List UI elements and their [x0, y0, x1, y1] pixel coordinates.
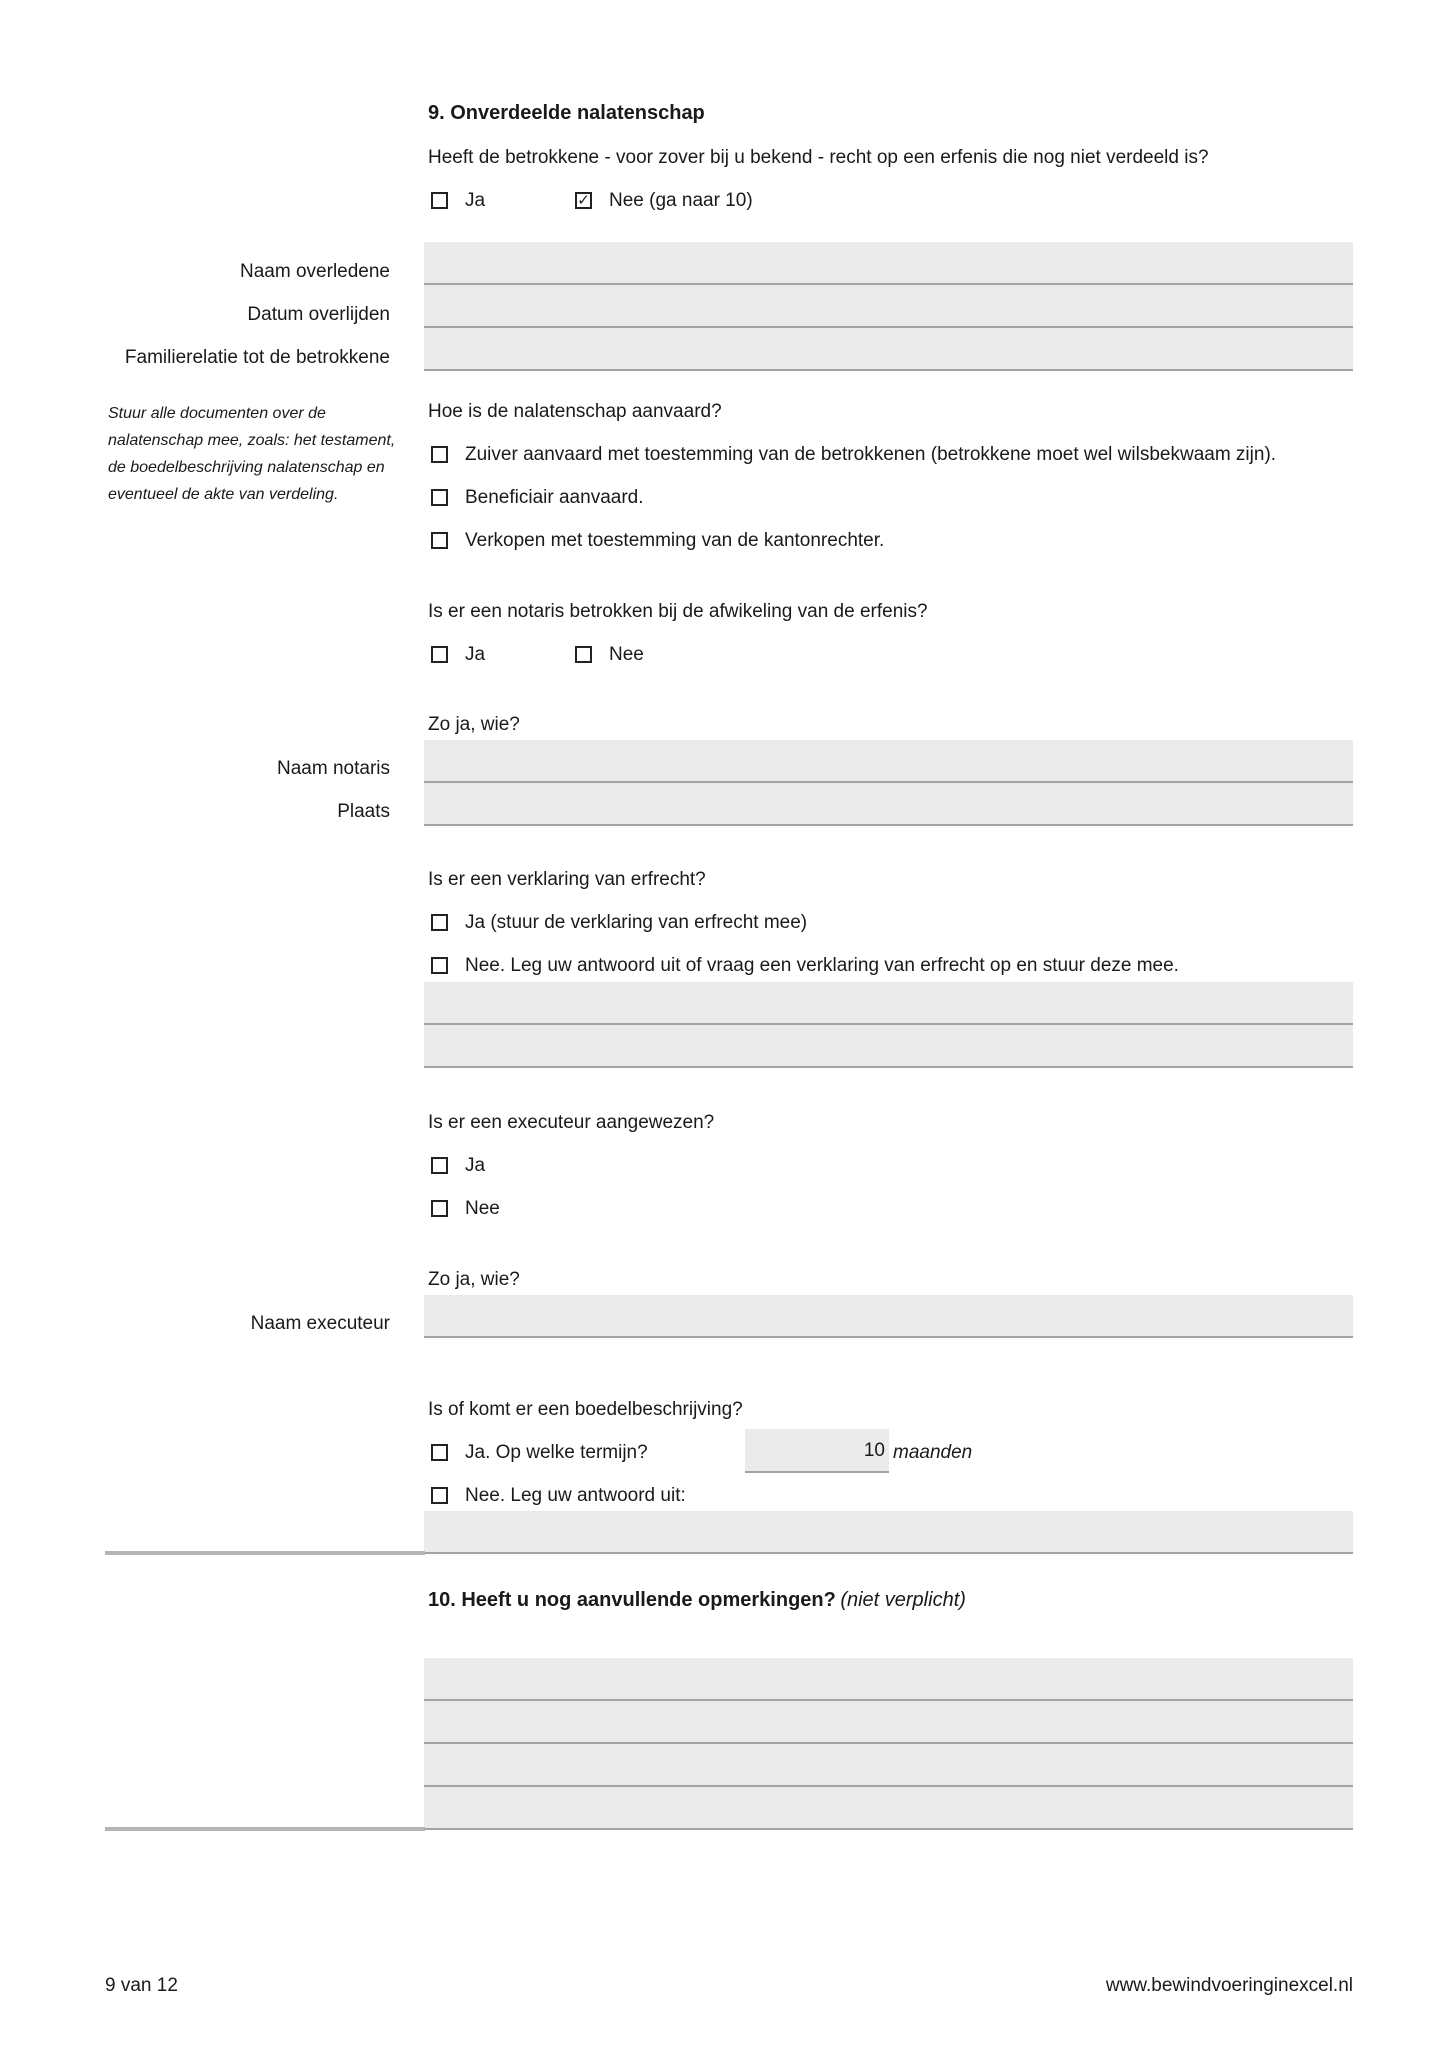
label-naam-executeur: Naam executeur — [250, 1313, 390, 1334]
naam-overledene-field[interactable] — [424, 242, 1353, 285]
checkbox-q3-nee[interactable] — [575, 646, 592, 663]
option-label-verkopen: Verkopen met toestemming van de kantonrechter. — [465, 530, 885, 551]
label-familierelatie: Familierelatie tot de betrokkene — [124, 347, 390, 368]
question-verklaring-erfrecht: Is er een verklaring van erfrecht? — [428, 869, 706, 890]
section-divider — [105, 1827, 425, 1831]
option-label-beneficiair: Beneficiair aanvaard. — [465, 487, 644, 508]
termijn-unit: maanden — [893, 1442, 973, 1463]
toelichting-boedel-field[interactable] — [424, 1511, 1353, 1554]
section-10-title: 10. Heeft u nog aanvullende opmerkingen? — [428, 1589, 836, 1611]
checkbox-beneficiair[interactable] — [431, 489, 448, 506]
page-number: 9 van 12 — [105, 1975, 178, 1996]
question-nalatenschap-aanvaard: Hoe is de nalatenschap aanvaard? — [428, 401, 722, 422]
checkbox-q3-ja[interactable] — [431, 646, 448, 663]
question-onverdeelde-erfenis: Heeft de betrokkene - voor zover bij u bekend - recht op een erfenis die nog niet verdeeld is? — [428, 147, 1209, 168]
checkbox-zuiver-aanvaard[interactable] — [431, 446, 448, 463]
footer-website: www.bewindvoeringinexcel.nl — [1105, 1975, 1353, 1996]
checkbox-q1-nee[interactable] — [575, 192, 592, 209]
checkbox-q1-ja[interactable] — [431, 192, 448, 209]
question-boedelbeschrijving: Is of komt er een boedelbeschrijving? — [428, 1399, 743, 1420]
zo-ja-wie-executeur: Zo ja, wie? — [428, 1269, 520, 1290]
side-note-documenten: Stuur alle documenten over de nalatenschap mee, zoals: het testament, de boedelbeschrijving nalatenschap en eventueel de akte van verdeling. — [108, 405, 396, 503]
label-naam-notaris: Naam notaris — [277, 758, 390, 779]
check-icon: ✓ — [577, 192, 590, 209]
familierelatie-field[interactable] — [424, 328, 1353, 371]
option-label-q1-ja: Ja — [465, 190, 486, 211]
option-label-q1-nee: Nee (ga naar 10) — [609, 190, 753, 211]
option-label-q4-nee: Nee. Leg uw antwoord uit of vraag een verklaring van erfrecht op en stuur deze mee. — [465, 955, 1179, 976]
option-label-q6-ja: Ja. Op welke termijn? — [465, 1442, 648, 1463]
checkbox-q5-nee[interactable] — [431, 1200, 448, 1217]
checkbox-q4-nee[interactable] — [431, 957, 448, 974]
naam-executeur-field[interactable] — [424, 1295, 1353, 1338]
opmerkingen-field-4[interactable] — [424, 1787, 1353, 1830]
toelichting-erfrecht-field-1[interactable] — [424, 982, 1353, 1025]
section-9-title: 9. Onverdeelde nalatenschap — [428, 102, 705, 124]
option-label-q3-nee: Nee — [609, 644, 644, 665]
option-label-q4-ja: Ja (stuur de verklaring van erfrecht mee) — [465, 912, 808, 933]
zo-ja-wie-notaris: Zo ja, wie? — [428, 714, 520, 735]
checkbox-q5-ja[interactable] — [431, 1157, 448, 1174]
checkbox-verkopen[interactable] — [431, 532, 448, 549]
option-label-q6-nee: Nee. Leg uw antwoord uit: — [465, 1485, 686, 1506]
label-datum-overlijden: Datum overlijden — [247, 304, 390, 325]
termijn-input[interactable]: 10 — [745, 1429, 889, 1473]
plaats-field[interactable] — [424, 783, 1353, 826]
label-plaats: Plaats — [337, 801, 390, 822]
toelichting-erfrecht-field-2[interactable] — [424, 1025, 1353, 1068]
option-label-zuiver-aanvaard: Zuiver aanvaard met toestemming van de betrokkenen (betrokkene moet wel wilsbekwaam zijn). — [465, 444, 1277, 465]
checkbox-q6-nee[interactable] — [431, 1487, 448, 1504]
question-executeur: Is er een executeur aangewezen? — [428, 1112, 715, 1133]
datum-overlijden-field[interactable] — [424, 285, 1353, 328]
naam-notaris-field[interactable] — [424, 740, 1353, 783]
section-10-subtitle: (niet verplicht) — [840, 1589, 966, 1611]
opmerkingen-field-3[interactable] — [424, 1744, 1353, 1787]
question-notaris: Is er een notaris betrokken bij de afwikeling van de erfenis? — [428, 601, 928, 622]
section-divider — [105, 1551, 425, 1555]
opmerkingen-field-1[interactable] — [424, 1658, 1353, 1701]
option-label-q3-ja: Ja — [465, 644, 486, 665]
option-label-q5-nee: Nee — [465, 1198, 500, 1219]
opmerkingen-field-2[interactable] — [424, 1701, 1353, 1744]
checkbox-q4-ja[interactable] — [431, 914, 448, 931]
label-naam-overledene: Naam overledene — [240, 261, 390, 282]
option-label-q5-ja: Ja — [465, 1155, 486, 1176]
section-10-heading — [428, 1587, 966, 1613]
checkbox-q6-ja[interactable] — [431, 1444, 448, 1461]
